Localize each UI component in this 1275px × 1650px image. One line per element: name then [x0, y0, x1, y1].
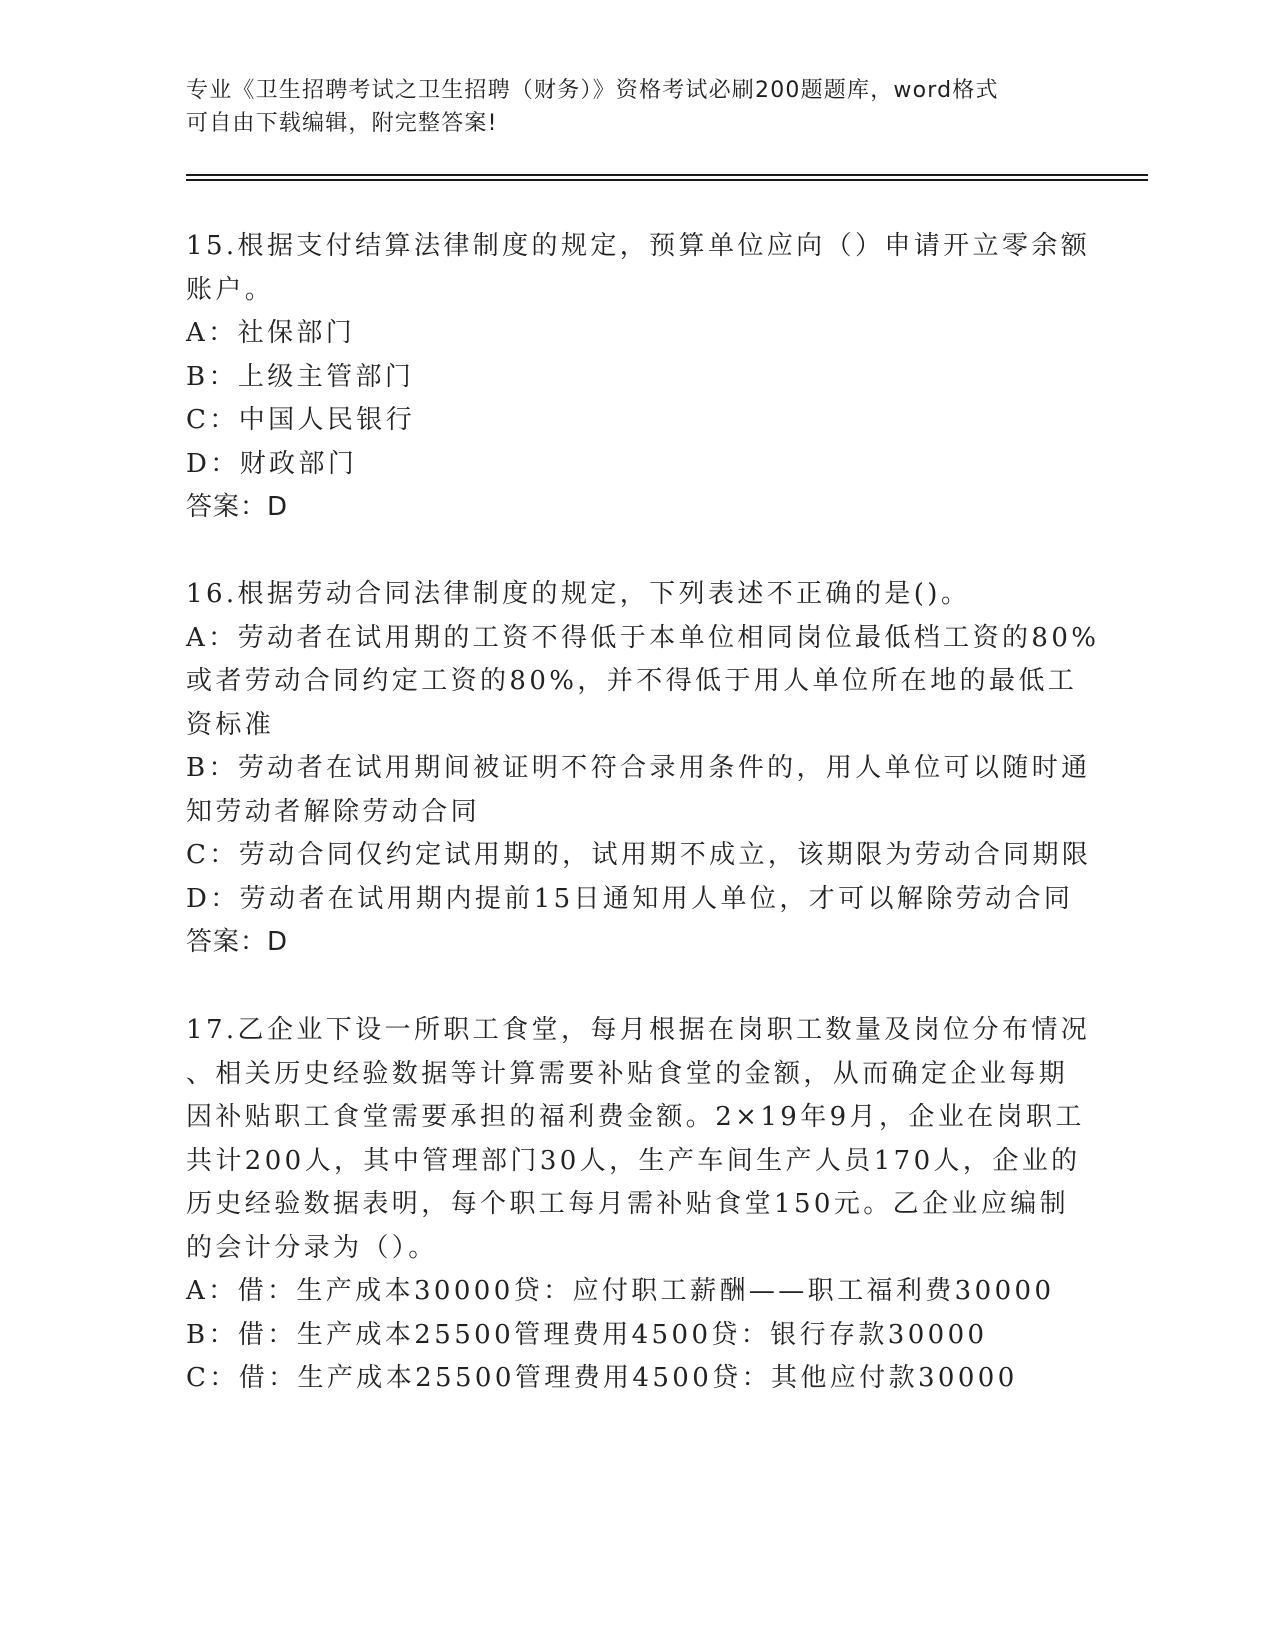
- question-stem: 共计200人，其中管理部门30人，生产车间生产人员170人，企业的: [186, 1146, 1081, 1176]
- option-c: C：劳动合同仅约定试用期的，试用期不成立，该期限为劳动合同期限: [186, 840, 1092, 870]
- question-stem: 的会计分录为（）。: [186, 1233, 438, 1263]
- option-a: A：借：生产成本30000贷：应付职工薪酬——职工福利费30000: [186, 1276, 1055, 1306]
- option-b-continued: 知劳动者解除劳动合同: [186, 797, 481, 827]
- question-stem: 15.根据支付结算法律制度的规定，预算单位应向（）申请开立零余额: [186, 231, 1091, 261]
- header-divider-top: [186, 174, 1148, 176]
- option-b: B：借：生产成本25500管理费用4500贷：银行存款30000: [186, 1320, 988, 1350]
- option-a: A：劳动者在试用期的工资不得低于本单位相同岗位最低档工资的80%: [186, 623, 1100, 653]
- option-b: B：上级主管部门: [186, 362, 415, 392]
- option-c: C：中国人民银行: [186, 405, 416, 435]
- option-d: D：财政部门: [186, 449, 358, 479]
- answer-label: 答案：D: [186, 927, 289, 957]
- question-stem: 账户。: [186, 275, 275, 305]
- option-a-continued: 或者劳动合同约定工资的80%，并不得低于用人单位所在地的最低工: [186, 666, 1078, 696]
- header-line-1: 专业《卫生招聘考试之卫生招聘（财务）》资格考试必刷200题题库，word格式: [186, 78, 999, 103]
- option-a-continued: 资标准: [186, 710, 275, 740]
- header-divider-bottom: [186, 179, 1148, 181]
- document-header: [186, 74, 1066, 140]
- question-stem: 17.乙企业下设一所职工食堂，每月根据在岗职工数量及岗位分布情况: [186, 1015, 1091, 1045]
- option-d: D：劳动者在试用期内提前15日通知用人单位，才可以解除劳动合同: [186, 884, 1074, 914]
- option-a: A：社保部门: [186, 318, 356, 348]
- question-stem: 、相关历史经验数据等计算需要补贴食堂的金额，从而确定企业每期: [186, 1059, 1069, 1089]
- question-stem: 历史经验数据表明，每个职工每月需补贴食堂150元。乙企业应编制: [186, 1189, 1070, 1219]
- header-line-2: 可自由下载编辑，附完整答案!: [186, 111, 498, 136]
- answer-label: 答案：D: [186, 492, 289, 522]
- question-stem: 16.根据劳动合同法律制度的规定，下列表述不正确的是()。: [186, 579, 971, 609]
- option-c: C：借：生产成本25500管理费用4500贷：其他应付款30000: [186, 1363, 1018, 1393]
- option-b: B：劳动者在试用期间被证明不符合录用条件的，用人单位可以随时通: [186, 753, 1091, 783]
- question-stem: 因补贴职工食堂需要承担的福利费金额。2×19年9月，企业在岗职工: [186, 1102, 1085, 1132]
